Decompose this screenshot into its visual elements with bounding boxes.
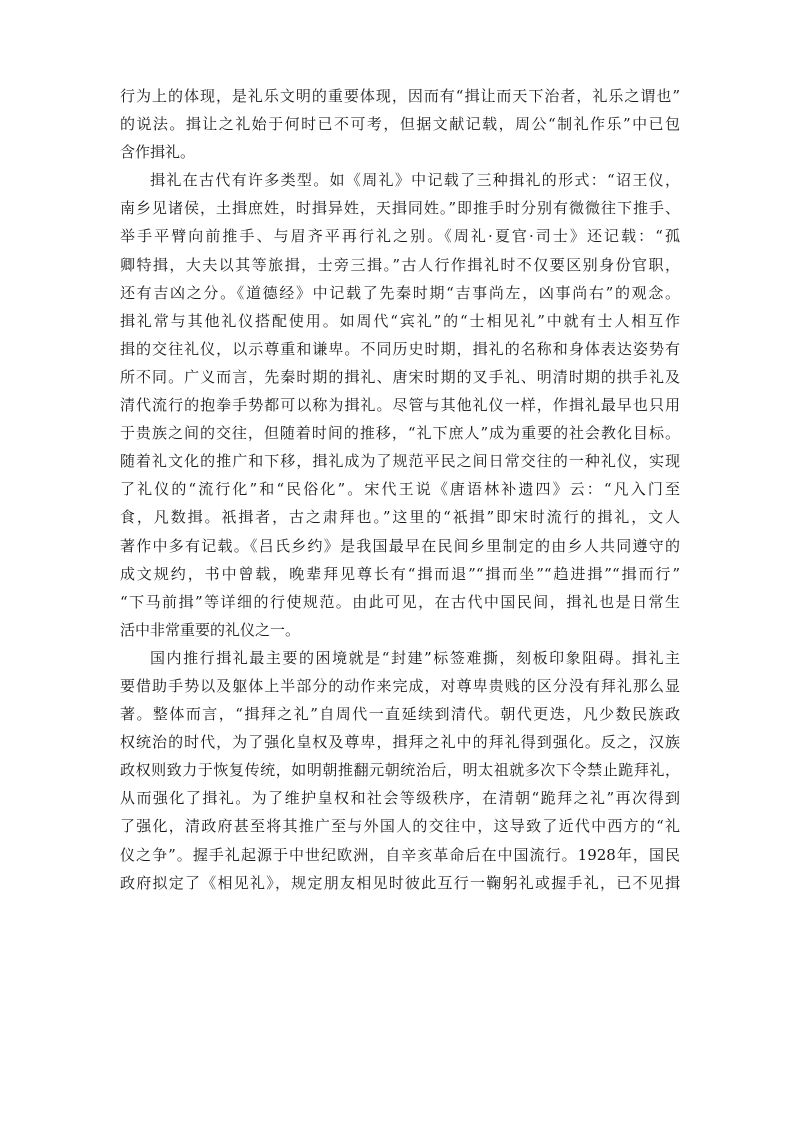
paragraph [120, 166, 680, 644]
text-line: 仪之争”。握手礼起源于中世纪欧洲，自辛亥革命后在中国流行。1928年，国民 [120, 845, 680, 864]
text-line: 活中非常重要的礼仪之一。 [120, 620, 301, 639]
text-line: 著。整体而言，“揖拜之礼”自周代一直延续到清代。朝代更迭，凡少数民族政 [120, 705, 680, 724]
text-line: 了强化，清政府甚至将其推广至与外国人的交往中，这导致了近代中西方的“礼 [120, 817, 680, 836]
text-line: 政权则致力于恢复传统，如明朝推翻元朝统治后，明太祖就多次下令禁止跪拜礼， [120, 761, 680, 780]
text-line: 行为上的体现，是礼乐文明的重要体现，因而有“揖让而天下治者，礼乐之谓也” [120, 87, 680, 105]
text-line: 著作中多有记载。《吕氏乡约》是我国最早在民间乡里制定的由乡人共同遵守的 [120, 536, 680, 555]
text-line: 要借助手势以及躯体上半部分的动作来完成，对尊卑贵贱的区分没有拜礼那么显 [120, 676, 680, 695]
text-line: 举手平臂向前推手、与眉齐平再行礼之别。《周礼·夏官·司士》还记载：“孤 [120, 227, 680, 246]
text-line: 揖礼常与其他礼仪搭配使用。如周代“宾礼”的“士相见礼”中就有士人相互作 [120, 311, 680, 330]
text-line: 成文规约，书中曾载，晚辈拜见尊长有“揖而退”“揖而坐”“趋进揖”“揖而行” [120, 564, 680, 583]
text-line: 所不同。广义而言，先秦时期的揖礼、唐宋时期的叉手礼、明清时期的拱手礼及 [120, 367, 680, 386]
text-line: 揖礼在古代有许多类型。如《周礼》中记载了三种揖礼的形式：“诏王仪， [150, 171, 680, 190]
text-line: 卿特揖，大夫以其等旅揖，士旁三揖。”古人行作揖礼时不仅要区别身份官职， [120, 255, 680, 274]
text-line: 于贵族之间的交往，但随着时间的推移，“礼下庶人”成为重要的社会教化目标。 [120, 424, 680, 443]
paragraph [120, 82, 680, 166]
text-line: 南乡见诸侯，土揖庶姓，时揖异姓，天揖同姓。”即推手时分别有微微往下推手、 [120, 199, 680, 218]
paragraph [120, 644, 680, 897]
text-line: 政府拟定了《相见礼》，规定朋友相见时彼此互行一鞠躬礼或握手礼，已不见揖 [120, 873, 680, 892]
text-line: 了礼仪的“流行化”和“民俗化”。宋代王说《唐语林补遗四》云：“凡入门至 [120, 480, 680, 499]
text-line: 权统治的时代，为了强化皇权及尊卑，揖拜之礼中的拜礼得到强化。反之，汉族 [120, 733, 680, 752]
text-line: 从而强化了揖礼。为了维护皇权和社会等级秩序，在清朝“跪拜之礼”再次得到 [120, 789, 680, 808]
text-line: 还有吉凶之分。《道德经》中记载了先秦时期“吉事尚左，凶事尚右”的观念。 [120, 283, 680, 302]
text-line: 含作揖礼。 [120, 143, 196, 162]
text-line: 食，凡数揖。祇揖者，古之肃拜也。”这里的“祇揖”即宋时流行的揖礼，文人 [120, 508, 680, 527]
text-line: 揖的交往礼仪，以示尊重和谦卑。不同历史时期，揖礼的名称和身体表达姿势有 [120, 339, 680, 358]
text-line: 清代流行的抱拳手势都可以称为揖礼。尽管与其他礼仪一样，作揖礼最早也只用 [120, 396, 680, 415]
document-body [120, 82, 680, 897]
text-line: 国内推行揖礼最主要的困境就是“封建”标签难撕，刻板印象阻碍。揖礼主 [150, 648, 680, 667]
text-line: 随着礼文化的推广和下移，揖礼成为了规范平民之间日常交往的一种礼仪，实现 [120, 452, 680, 471]
text-line: “下马前揖”等详细的行使规范。由此可见，在古代中国民间，揖礼也是日常生 [120, 592, 680, 611]
text-line: 的说法。揖让之礼始于何时已不可考，但据文献记载，周公“制礼作乐”中已包 [120, 115, 680, 134]
